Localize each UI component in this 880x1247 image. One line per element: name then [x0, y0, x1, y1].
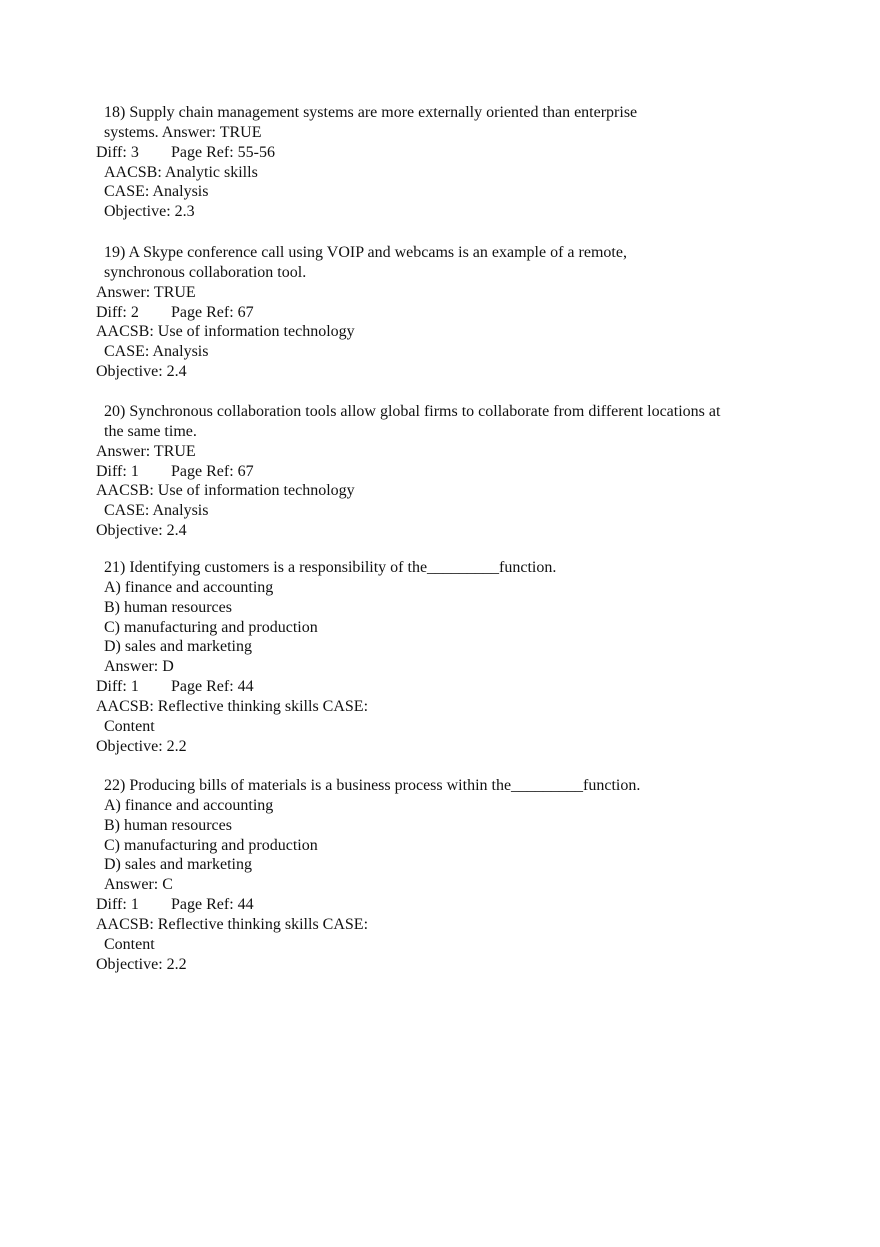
difficulty: Diff: 3: [96, 143, 139, 161]
question-prompt: 20) Synchronous collaboration tools allow global firms to collaborate from different locations at: [104, 403, 721, 420]
option-a: A) finance and accounting: [104, 796, 274, 814]
aacsb-tag: AACSB: Use of information technology: [96, 323, 355, 341]
question-prompt: 22) Producing bills of materials is a business process within the_________function.: [104, 777, 641, 794]
page-reference: Page Ref: 67: [171, 462, 254, 480]
question-18: [96, 103, 796, 222]
option-d: D) sales and marketing: [104, 856, 252, 874]
question-19: [96, 243, 796, 382]
objective: Objective: 2.3: [104, 203, 195, 221]
case-tag: Content: [104, 717, 155, 735]
aacsb-tag: AACSB: Reflective thinking skills CASE:: [96, 915, 369, 933]
page-reference: Page Ref: 55-56: [171, 143, 275, 161]
option-a: A) finance and accounting: [104, 578, 274, 596]
objective: Objective: 2.2: [96, 955, 187, 973]
difficulty-row: [96, 462, 796, 482]
case-tag: CASE: Analysis: [104, 183, 209, 201]
case-tag: CASE: Analysis: [104, 502, 209, 520]
difficulty-row: [96, 895, 796, 915]
question-22: [96, 776, 796, 974]
option-d: D) sales and marketing: [104, 638, 252, 656]
question-prompt: 18) Supply chain management systems are more externally oriented than enterprise: [104, 104, 638, 121]
difficulty: Diff: 2: [96, 303, 139, 321]
case-tag: CASE: Analysis: [104, 343, 209, 361]
aacsb-tag: AACSB: Analytic skills: [104, 163, 258, 181]
aacsb-tag: AACSB: Reflective thinking skills CASE:: [96, 697, 369, 715]
question-20: [96, 402, 796, 541]
page-reference: Page Ref: 44: [171, 896, 254, 914]
question-prompt-continued: systems. Answer: TRUE: [104, 123, 262, 141]
answer: Answer: C: [104, 876, 173, 894]
answer: Answer: TRUE: [96, 442, 196, 460]
difficulty-row: [96, 143, 796, 163]
difficulty-row: [96, 677, 796, 697]
case-tag: Content: [104, 935, 155, 953]
question-prompt-continued: the same time.: [104, 422, 197, 440]
page-reference: Page Ref: 44: [171, 678, 254, 696]
objective: Objective: 2.2: [96, 737, 187, 755]
objective: Objective: 2.4: [96, 363, 187, 381]
question-prompt-continued: synchronous collaboration tool.: [104, 263, 307, 281]
aacsb-tag: AACSB: Use of information technology: [96, 482, 355, 500]
option-c: C) manufacturing and production: [104, 836, 318, 854]
option-b: B) human resources: [104, 598, 232, 616]
difficulty-row: [96, 303, 796, 323]
option-b: B) human resources: [104, 816, 232, 834]
difficulty: Diff: 1: [96, 678, 139, 696]
difficulty: Diff: 1: [96, 896, 139, 914]
page-reference: Page Ref: 67: [171, 303, 254, 321]
question-21: [96, 558, 796, 756]
question-prompt: 19) A Skype conference call using VOIP and webcams is an example of a remote,: [104, 244, 627, 261]
answer: Answer: D: [104, 658, 174, 676]
question-prompt: 21) Identifying customers is a responsibility of the_________function.: [104, 559, 557, 576]
option-c: C) manufacturing and production: [104, 618, 318, 636]
difficulty: Diff: 1: [96, 462, 139, 480]
objective: Objective: 2.4: [96, 522, 187, 540]
answer: Answer: TRUE: [96, 283, 196, 301]
